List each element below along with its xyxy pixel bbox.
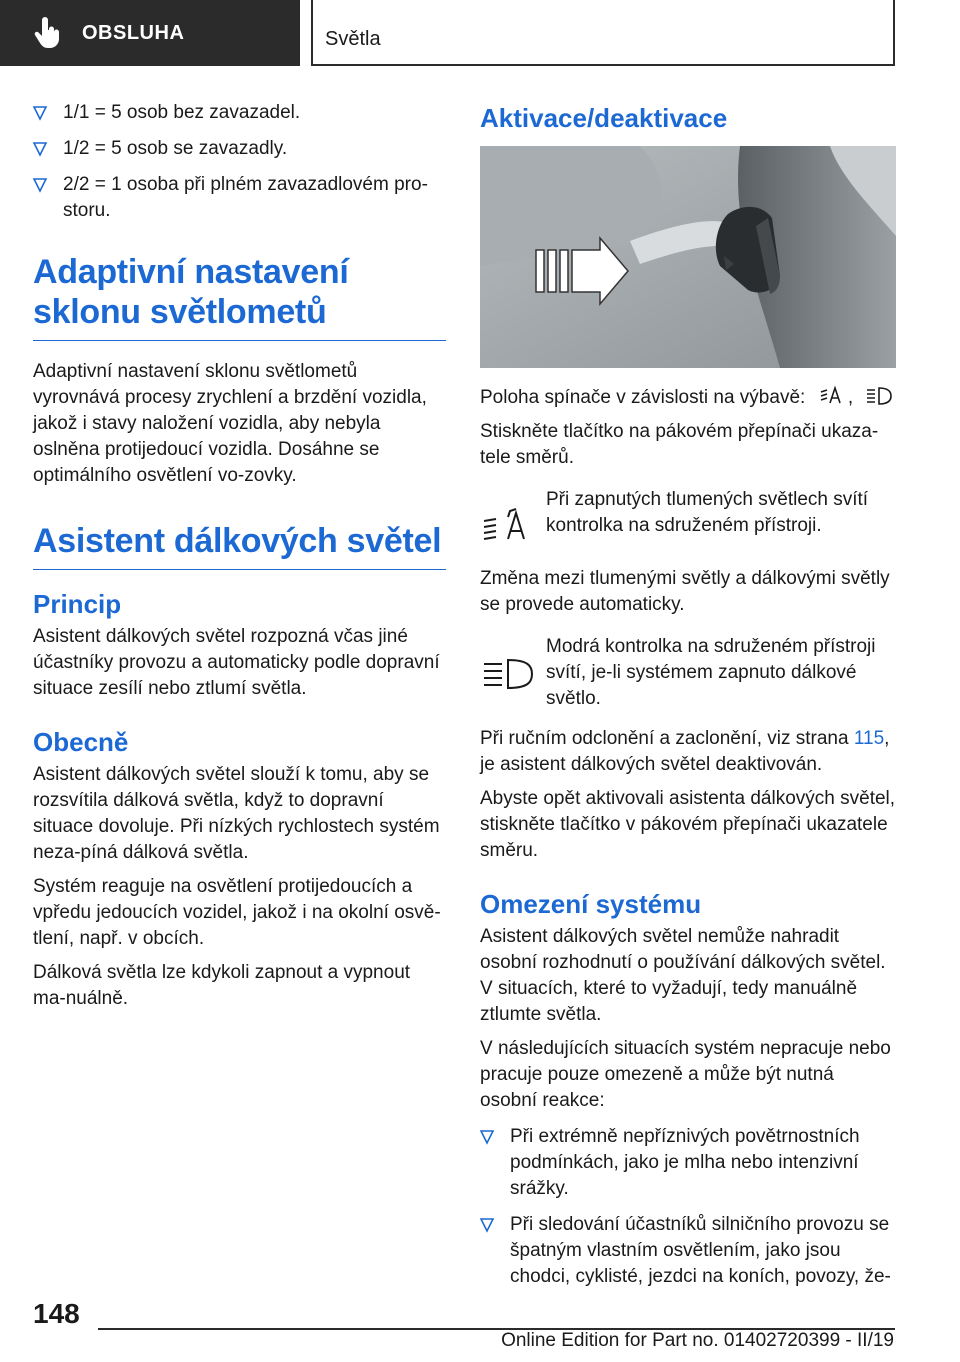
paragraph-manual-dimming: Při ručním odclonění a zaclonění, viz strana 115, je asistent dálkových světel deaktivován.: [480, 728, 890, 775]
note-text: Při zapnutých tlumených světlech svítí kontrolka na sdruženém přístroji.: [546, 489, 869, 536]
paragraph-press-button: Stiskněte tlačítko na pákovém přepínači ukaza-tele směrů.: [480, 421, 879, 468]
page-reference-link[interactable]: 115: [853, 728, 885, 749]
heading-rule: [33, 340, 446, 341]
section-header: [311, 0, 895, 66]
paragraph-change: Změna mezi tlumenými světly a dálkovými světly se provede automaticky.: [480, 568, 890, 615]
heading-system-limits: Omezení systému: [480, 889, 702, 919]
heading-high-beam-assistant: Asistent dálkových světel: [33, 522, 442, 560]
paragraph-limits-2: V následujících situacích systém nepracuje nebo pracuje pouze omezeně a může být nutná osobní reakce:: [480, 1038, 891, 1111]
triangle-bullet-icon: [480, 1127, 494, 1143]
load-bullets: [33, 100, 446, 224]
header-tab: [0, 0, 300, 66]
list-item: 2/2 = 1 osoba při plném zavazadlovém pro-storu.: [33, 172, 446, 224]
note-text: Modrá kontrolka na sdruženém přístroji svítí, je-li systémem zapnuto dálkové světlo.: [546, 636, 876, 709]
hand-pointer-icon: [34, 13, 74, 53]
heading-activation: Aktivace/deaktivace: [480, 103, 728, 133]
page-number: 148: [33, 1298, 80, 1329]
note-high-beam-indicator: [480, 634, 896, 712]
right-column: [480, 100, 896, 1300]
triangle-bullet-icon: [33, 175, 47, 191]
list-item: Při sledování účastníků silničního provozu se špatným vlastním osvětlením, jako jsou chodci, cyklisté, jezdci na koních, povozy, že-: [480, 1212, 896, 1290]
chapter-tab-label: OBSLUHA: [82, 21, 185, 44]
note-low-beam-indicator: [480, 487, 896, 552]
high-beam-blue-indicator-icon: [480, 654, 536, 694]
heading-principle: Princip: [33, 589, 122, 619]
paragraph-general-2: Systém reaguje na osvětlení protijedoucích a vpředu jedoucích vozidel, jakož i na okolní osvě-tlení, např. v obcích.: [33, 876, 441, 949]
left-column: [33, 100, 446, 1020]
paragraph-principle: Asistent dálkových světel rozpozná včas jiné účastníky provozu a automaticky podle dopravní situace zesílí nebo ztlumí světla.: [33, 626, 440, 699]
heading-general: Obecně: [33, 727, 129, 757]
paragraph-reactivate: Abyste opět aktivovali asistenta dálkových světel, stiskněte tlačítko v pákovém přepínači ukazatele směru.: [480, 788, 896, 861]
triangle-bullet-icon: [33, 103, 47, 119]
turn-signal-lever-photo: [480, 146, 896, 368]
list-item: Při extrémně nepříznivých povětrnostních podmínkách, jako je mlha nebo intenzivní srážky.: [480, 1124, 896, 1202]
paragraph-general-3: Dálková světla lze kdykoli zapnout a vypnout ma-nuálně.: [33, 962, 411, 1009]
footer-edition: Online Edition for Part no. 01402720399 - II/19: [501, 1330, 894, 1351]
paragraph-limits-1: Asistent dálkových světel nemůže nahradit osobní rozhodnutí o používání dálkových světel. V situacích, které to vyžadují, tedy manuálně ztlumte světla.: [480, 926, 886, 1025]
list-item: 1/2 = 5 osob se zavazadly.: [33, 136, 446, 162]
list-item: 1/1 = 5 osob bez zavazadel.: [33, 100, 446, 126]
auto-high-beam-green-indicator-icon: [480, 507, 532, 547]
section-title: Světla: [325, 28, 381, 50]
heading-adaptive-headlight: Adaptivní nastavení sklonu světlometů: [33, 253, 349, 331]
auto-high-beam-lever-icon: [817, 384, 843, 408]
triangle-bullet-icon: [33, 139, 47, 155]
limit-bullets: [480, 1124, 896, 1290]
paragraph-adaptive: Adaptivní nastavení sklonu světlometů vyrovnává procesy zrychlení a brzdění vozidla, jakož i stavy naložení vozidla, aby nebyla oslněna protijedoucí vozidla. Dosáhne se optimálního osvětlení vo-zovky.: [33, 361, 427, 486]
paragraph-switch-position: Poloha spínače v závislosti na výbavě: ,: [480, 384, 896, 411]
auto-high-beam-indicator-icon: [864, 384, 894, 408]
paragraph-general-1: Asistent dálkových světel slouží k tomu, aby se rozsvítila dálková světla, když to dopravní situace dovoluje. Při nízkých rychlostech systém neza-píná dálková světla.: [33, 764, 440, 863]
triangle-bullet-icon: [480, 1215, 494, 1231]
heading-rule: [33, 569, 446, 570]
